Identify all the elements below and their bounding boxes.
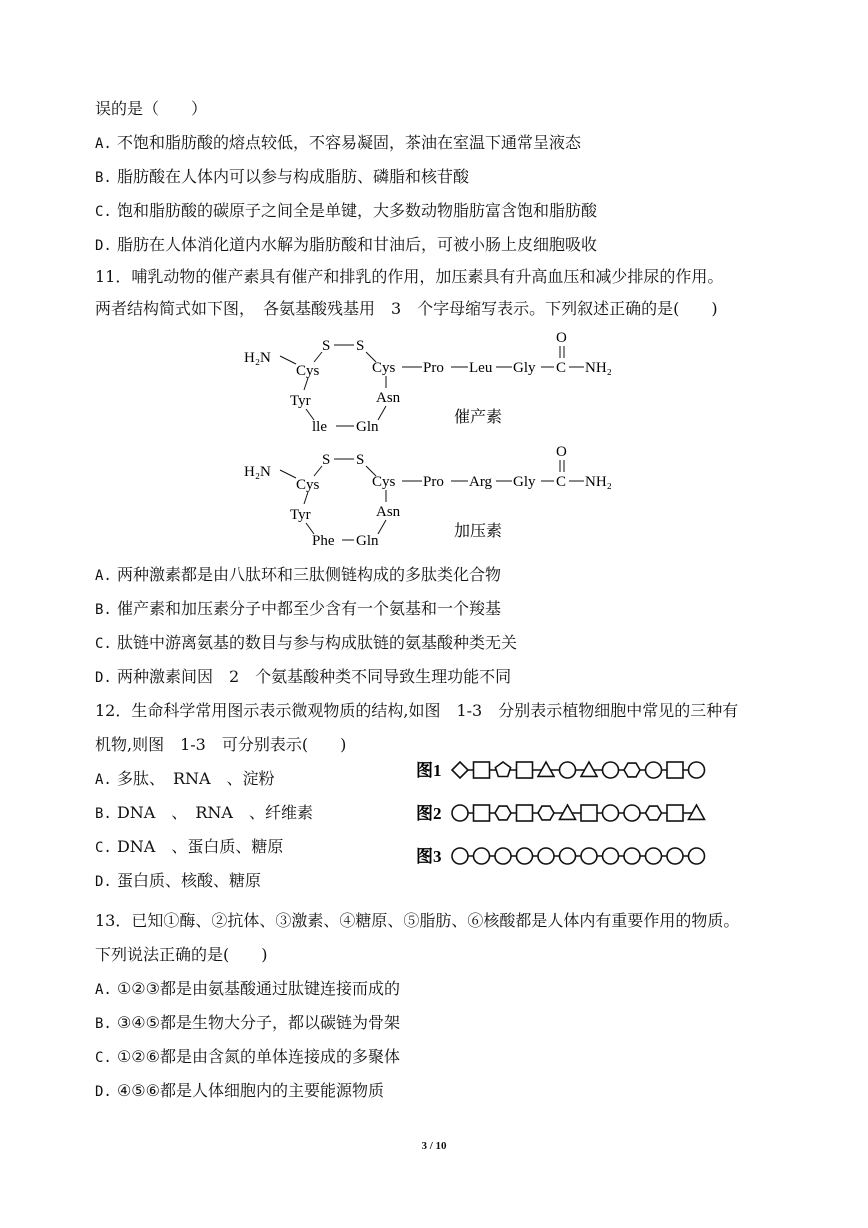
vasopressin-pro: Pro [423, 474, 444, 490]
q13-option-c [95, 1046, 400, 1069]
option-text: 多肽、 RNA 、淀粉 [116, 769, 275, 788]
q12-monomer-square [667, 805, 683, 821]
q11-option-a [95, 564, 501, 587]
q12-monomer-hexagon [624, 763, 640, 777]
q12-option-c [95, 836, 283, 859]
vasopressin-gln: Gln [356, 533, 379, 549]
oxytocin-c: C [556, 360, 567, 376]
oxytocin-s2: S [356, 338, 365, 354]
q12-monomer-circle [624, 848, 640, 864]
vasopressin-label: 加压素 [454, 523, 503, 540]
option-letter: C. [95, 840, 112, 856]
oxytocin-pro: Pro [423, 360, 444, 376]
q12-stem-line2: 机物,则图 1-3 可分别表示( ) [95, 735, 347, 754]
q12-monomer-circle [560, 848, 576, 864]
vasopressin-o: O [556, 444, 567, 460]
q12-monomer-circle [603, 762, 619, 778]
option-letter: A. [95, 982, 112, 998]
q13-option-a [95, 978, 400, 1001]
oxytocin-s1: S [322, 338, 331, 354]
option-text: 两种激素都是由八肽环和三肽侧链构成的多肽类化合物 [116, 565, 501, 584]
vasopressin-cys2: Cys [372, 474, 396, 490]
vasopressin-s1: S [322, 452, 331, 468]
q12-monomer-hexagon [646, 806, 662, 820]
q12-monomer-square [474, 805, 490, 821]
q12-monomer-circle [517, 848, 533, 864]
option-letter: C. [95, 1050, 112, 1066]
option-letter: D. [95, 874, 112, 890]
option-text: DNA 、蛋白质、糖原 [116, 837, 284, 856]
oxytocin-tyr: Tyr [290, 393, 311, 409]
option-letter: A. [95, 772, 112, 788]
option-letter: C. [95, 636, 112, 652]
oxytocin-o: O [556, 330, 567, 346]
vasopressin-structure [244, 444, 612, 549]
vasopressin-nh2: NH₂ [585, 474, 612, 490]
q12-monomer-circle [452, 848, 468, 864]
option-letter: B. [95, 1016, 112, 1032]
q12-option-b [95, 802, 313, 825]
q12-monomer-square [474, 762, 490, 778]
option-letter: B. [95, 602, 112, 618]
q12-row-label: 图1 [416, 761, 442, 780]
q12-monomer-square [517, 762, 533, 778]
vasopressin-cys1: Cys [296, 477, 320, 493]
oxytocin-gly: Gly [513, 360, 536, 376]
oxytocin-asn: Asn [376, 390, 401, 406]
oxytocin-gln: Gln [356, 419, 379, 435]
vasopressin-mid: Arg [469, 474, 493, 490]
option-text: 两种激素间因 2 个氨基酸种类不同导致生理功能不同 [116, 667, 512, 686]
oxytocin-left-bottom: lle [312, 419, 327, 435]
page-number: 3 / 10 [421, 1140, 447, 1152]
q12-monomer-circle [560, 762, 576, 778]
oxytocin-cys2: Cys [372, 360, 396, 376]
oxytocin-h2n: H₂N [244, 350, 271, 366]
q11-stem-line2: 两者结构简式如下图， 各氨基酸残基用 3 个字母缩写表示。下列叙述正确的是( ) [95, 299, 718, 318]
vasopressin-s2: S [356, 452, 365, 468]
vasopressin-gly: Gly [513, 474, 536, 490]
option-letter: A. [95, 568, 112, 584]
oxytocin-label: 催产素 [454, 409, 503, 426]
option-text: 脂肪在人体消化道内水解为脂肪酸和甘油后，可被小肠上皮细胞吸收 [116, 235, 597, 254]
q12-monomer-pentagon [495, 762, 510, 777]
q13-option-d [95, 1080, 384, 1103]
q12-monomer-circle [538, 848, 554, 864]
q13-option-b [95, 1012, 400, 1035]
q10-option-a [95, 132, 581, 155]
option-text: 饱和脂肪酸的碳原子之间全是单键，大多数动物脂肪富含饱和脂肪酸 [116, 201, 597, 220]
option-letter: B. [95, 170, 112, 186]
option-letter: D. [95, 670, 112, 686]
q10-stem-tail: 误的是（ ） [95, 99, 208, 118]
q12-monomer-circle [667, 848, 683, 864]
q13-stem-line2: 下列说法正确的是( ) [95, 945, 268, 964]
option-text: 催产素和加压素分子中都至少含有一个氨基和一个羧基 [116, 599, 501, 618]
q12-monomer-circle [603, 848, 619, 864]
q10-option-c [95, 200, 597, 223]
q12-monomer-diamond [452, 762, 468, 778]
q12-monomer-hexagon [538, 806, 554, 820]
oxytocin-nh2: NH₂ [585, 360, 612, 376]
q11-option-b [95, 598, 501, 621]
q11-option-c [95, 632, 517, 655]
q12-option-a [95, 768, 275, 791]
oxytocin-cys1: Cys [296, 363, 320, 379]
q12-monomer-circle [474, 848, 490, 864]
q10-option-d [95, 234, 597, 257]
oxytocin-mid: Leu [469, 360, 493, 376]
q12-row-label: 图2 [416, 804, 442, 823]
option-text: ④⑤⑥都是人体细胞内的主要能源物质 [116, 1081, 384, 1100]
q10-option-b [95, 166, 469, 189]
q12-monomer-circle [646, 762, 662, 778]
option-text: 蛋白质、核酸、糖原 [116, 871, 261, 890]
q11-stem-line1: 11．哺乳动物的催产素具有催产和排乳的作用，加压素具有升高血压和减少排尿的作用。 [95, 267, 724, 286]
vasopressin-left-bottom: Phe [312, 533, 335, 549]
option-letter: C. [95, 204, 112, 220]
option-text: 脂肪酸在人体内可以参与构成脂肪、磷脂和核苷酸 [116, 167, 469, 186]
q11-structure-figure [230, 322, 650, 554]
q12-monomer-square [581, 805, 597, 821]
q12-shape-figure [412, 752, 712, 872]
option-text: ①②⑥都是由含氮的单体连接成的多聚体 [116, 1047, 400, 1066]
q12-monomer-circle [495, 848, 511, 864]
vasopressin-tyr: Tyr [290, 507, 311, 523]
q13-stem-line1: 13．已知①酶、②抗体、③激素、④糖原、⑤脂肪、⑥核酸都是人体内有重要作用的物质。 [95, 911, 740, 930]
vasopressin-h2n: H₂N [244, 464, 271, 480]
q11-option-d [95, 666, 511, 689]
q12-monomer-circle [689, 762, 705, 778]
q12-monomer-circle [581, 848, 597, 864]
option-text: 不饱和脂肪酸的熔点较低，不容易凝固，茶油在室温下通常呈液态 [116, 133, 581, 152]
q12-monomer-circle [689, 848, 705, 864]
q12-option-d [95, 870, 261, 893]
q12-monomer-circle [624, 805, 640, 821]
option-letter: B. [95, 806, 112, 822]
q12-stem-line1: 12．生命科学常用图示表示微观物质的结构,如图 1-3 分别表示植物细胞中常见的三种有 [95, 701, 739, 720]
vasopressin-c: C [556, 474, 567, 490]
q12-monomer-circle [452, 805, 468, 821]
option-letter: D. [95, 1084, 112, 1100]
option-text: 肽链中游离氨基的数目与参与构成肽链的氨基酸种类无关 [116, 633, 517, 652]
option-text: ①②③都是由氨基酸通过肽键连接而成的 [116, 979, 400, 998]
q12-monomer-square [667, 762, 683, 778]
vasopressin-asn: Asn [376, 504, 401, 520]
q12-monomer-circle [646, 848, 662, 864]
q12-row-label: 图3 [416, 847, 442, 866]
option-text: ③④⑤都是生物大分子，都以碳链为骨架 [116, 1013, 400, 1032]
option-letter: A. [95, 136, 112, 152]
option-text: DNA 、 RNA 、纤维素 [116, 803, 313, 822]
q12-monomer-square [517, 805, 533, 821]
oxytocin-structure [244, 330, 612, 435]
q12-monomer-circle [603, 805, 619, 821]
q12-monomer-hexagon [495, 806, 511, 820]
option-letter: D. [95, 238, 112, 254]
